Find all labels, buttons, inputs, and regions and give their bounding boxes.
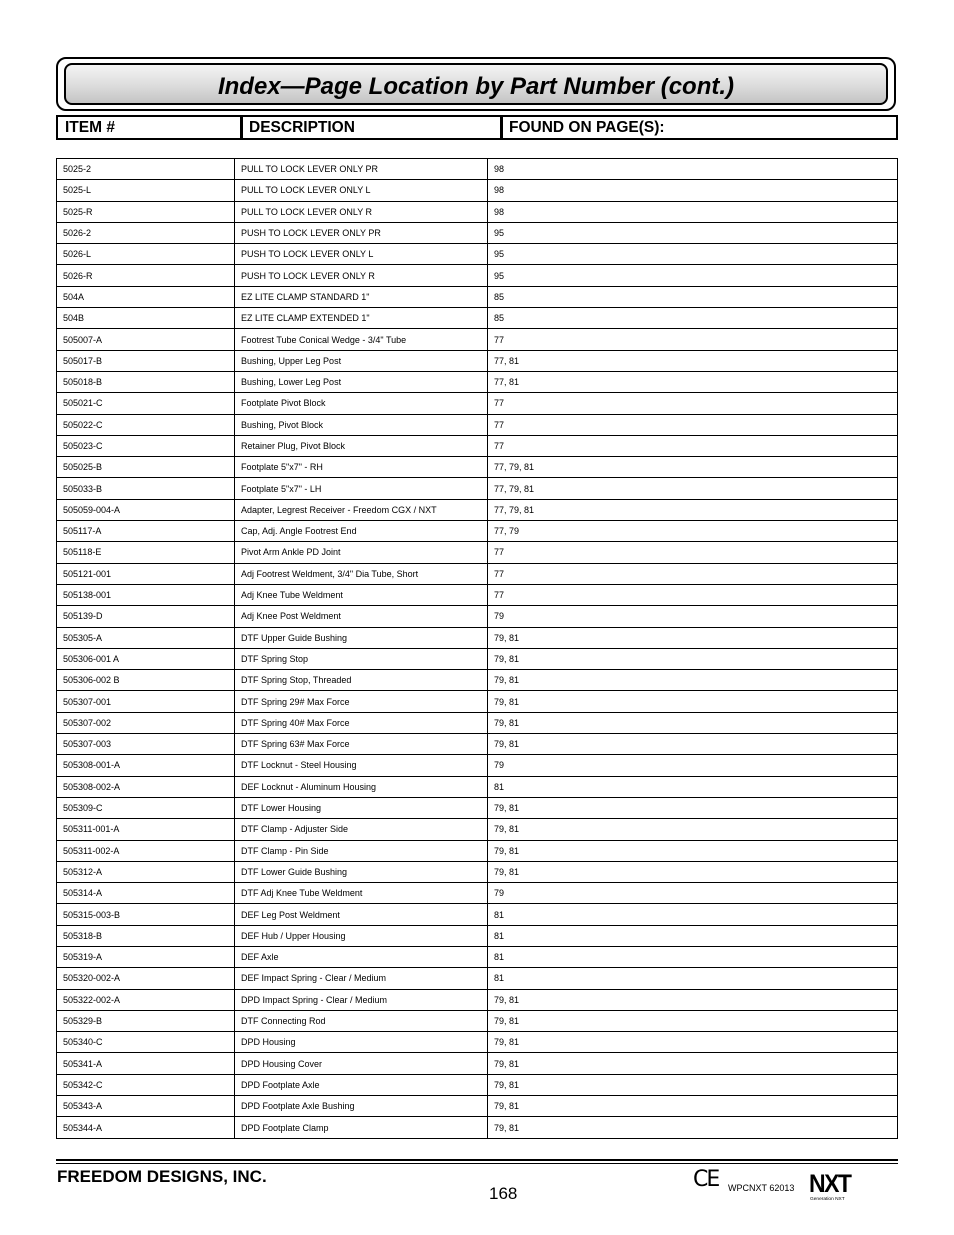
cell-description: DEF Hub / Upper Housing xyxy=(235,925,488,946)
table-row xyxy=(57,201,898,222)
cell-description: Adj Knee Tube Weldment xyxy=(235,584,488,605)
column-header-pages: FOUND ON PAGE(S): xyxy=(500,115,898,140)
cell-description: PULL TO LOCK LEVER ONLY R xyxy=(235,201,488,222)
cell-item: 505118-E xyxy=(57,542,235,563)
table-row xyxy=(57,159,898,180)
cell-description: DEF Axle xyxy=(235,946,488,967)
table-row xyxy=(57,286,898,307)
table-row xyxy=(57,755,898,776)
cell-description: DTF Lower Housing xyxy=(235,797,488,818)
cell-item: 505309-C xyxy=(57,797,235,818)
cell-description: DTF Spring 29# Max Force xyxy=(235,691,488,712)
table-row xyxy=(57,521,898,542)
cell-item: 505315-003-B xyxy=(57,904,235,925)
cell-pages: 77, 81 xyxy=(488,350,898,371)
cell-description: Footplate 5"x7" - RH xyxy=(235,457,488,478)
cell-pages: 98 xyxy=(488,180,898,201)
cell-description: Bushing, Upper Leg Post xyxy=(235,350,488,371)
cell-item: 505007-A xyxy=(57,329,235,350)
cell-item: 505305-A xyxy=(57,627,235,648)
table-row xyxy=(57,584,898,605)
cell-pages: 95 xyxy=(488,265,898,286)
cell-description: PUSH TO LOCK LEVER ONLY R xyxy=(235,265,488,286)
cell-description: DTF Connecting Rod xyxy=(235,1010,488,1031)
cell-item: 5026-R xyxy=(57,265,235,286)
page-title: Index—Page Location by Part Number (cont.) xyxy=(217,73,735,100)
cell-description: DEF Impact Spring - Clear / Medium xyxy=(235,968,488,989)
cell-item: 505308-001-A xyxy=(57,755,235,776)
cell-description: Adj Knee Post Weldment xyxy=(235,606,488,627)
table-row xyxy=(57,222,898,243)
cell-pages: 98 xyxy=(488,159,898,180)
cell-description: Footplate 5"x7" - LH xyxy=(235,478,488,499)
table-row xyxy=(57,329,898,350)
cell-pages: 79, 81 xyxy=(488,1074,898,1095)
cell-pages: 77 xyxy=(488,435,898,456)
table-row xyxy=(57,691,898,712)
cell-item: 505306-001 A xyxy=(57,648,235,669)
table-row xyxy=(57,946,898,967)
cell-item: 505121-001 xyxy=(57,563,235,584)
cell-item: 505318-B xyxy=(57,925,235,946)
cell-pages: 77, 79, 81 xyxy=(488,499,898,520)
cell-description: DEF Locknut - Aluminum Housing xyxy=(235,776,488,797)
cell-pages: 77 xyxy=(488,414,898,435)
cell-item: 505344-A xyxy=(57,1117,235,1138)
cell-description: DPD Footplate Axle Bushing xyxy=(235,1096,488,1117)
cell-item: 505307-003 xyxy=(57,734,235,755)
logo-text: NXT xyxy=(809,1170,851,1199)
column-header-description: DESCRIPTION xyxy=(240,115,503,140)
cell-description: Adapter, Legrest Receiver - Freedom CGX / NXT xyxy=(235,499,488,520)
table-row xyxy=(57,265,898,286)
table-row xyxy=(57,1117,898,1138)
cell-pages: 77, 79 xyxy=(488,521,898,542)
cell-pages: 81 xyxy=(488,925,898,946)
cell-item: 505341-A xyxy=(57,1053,235,1074)
cell-pages: 79, 81 xyxy=(488,734,898,755)
cell-description: Cap, Adj. Angle Footrest End xyxy=(235,521,488,542)
cell-description: DPD Footplate Clamp xyxy=(235,1117,488,1138)
cell-description: Adj Footrest Weldment, 3/4" Dia Tube, Short xyxy=(235,563,488,584)
cell-description: PUSH TO LOCK LEVER ONLY L xyxy=(235,244,488,265)
page-number: 168 xyxy=(489,1184,518,1203)
document-code: WPCNXT 62013 xyxy=(728,1183,795,1193)
table-row xyxy=(57,840,898,861)
cell-pages: 79, 81 xyxy=(488,627,898,648)
table-row xyxy=(57,180,898,201)
table-row xyxy=(57,244,898,265)
cell-item: 504A xyxy=(57,286,235,307)
cell-item: 5026-L xyxy=(57,244,235,265)
cell-description: EZ LITE CLAMP STANDARD 1" xyxy=(235,286,488,307)
cell-description: DTF Clamp - Pin Side xyxy=(235,840,488,861)
cell-pages: 77 xyxy=(488,329,898,350)
cell-description: DPD Footplate Axle xyxy=(235,1074,488,1095)
cell-description: DTF Clamp - Adjuster Side xyxy=(235,819,488,840)
cell-pages: 79, 81 xyxy=(488,819,898,840)
cell-item: 505023-C xyxy=(57,435,235,456)
cell-pages: 85 xyxy=(488,286,898,307)
table-row xyxy=(57,499,898,520)
cell-description: DPD Housing xyxy=(235,1032,488,1053)
cell-pages: 79, 81 xyxy=(488,1053,898,1074)
table-row xyxy=(57,563,898,584)
cell-pages: 79, 81 xyxy=(488,712,898,733)
cell-pages: 95 xyxy=(488,222,898,243)
cell-pages: 77, 79, 81 xyxy=(488,478,898,499)
cell-pages: 79 xyxy=(488,606,898,627)
cell-pages: 79, 81 xyxy=(488,861,898,882)
cell-item: 505308-002-A xyxy=(57,776,235,797)
cell-item: 5025-R xyxy=(57,201,235,222)
logo-subtext: Generation NXT xyxy=(810,1197,845,1202)
cell-description: Footplate Pivot Block xyxy=(235,393,488,414)
cell-pages: 79 xyxy=(488,755,898,776)
cell-description: EZ LITE CLAMP EXTENDED 1" xyxy=(235,308,488,329)
cell-pages: 85 xyxy=(488,308,898,329)
title-banner xyxy=(56,57,896,111)
cell-item: 505311-001-A xyxy=(57,819,235,840)
cell-pages: 79, 81 xyxy=(488,670,898,691)
cell-pages: 79 xyxy=(488,883,898,904)
cell-description: Bushing, Pivot Block xyxy=(235,414,488,435)
table-row xyxy=(57,542,898,563)
cell-item: 505307-001 xyxy=(57,691,235,712)
parts-index-body xyxy=(57,159,898,1139)
column-header-item: ITEM # xyxy=(56,115,243,140)
cell-pages: 79, 81 xyxy=(488,1117,898,1138)
cell-pages: 98 xyxy=(488,201,898,222)
cell-pages: 79, 81 xyxy=(488,840,898,861)
cell-description: DTF Spring 40# Max Force xyxy=(235,712,488,733)
cell-description: Footrest Tube Conical Wedge - 3/4" Tube xyxy=(235,329,488,350)
table-row xyxy=(57,819,898,840)
cell-pages: 95 xyxy=(488,244,898,265)
table-row xyxy=(57,393,898,414)
table-row xyxy=(57,457,898,478)
cell-pages: 77, 81 xyxy=(488,371,898,392)
table-row xyxy=(57,648,898,669)
table-row xyxy=(57,712,898,733)
table-row xyxy=(57,861,898,882)
cell-item: 505017-B xyxy=(57,350,235,371)
cell-pages: 79, 81 xyxy=(488,989,898,1010)
cell-item: 505139-D xyxy=(57,606,235,627)
cell-pages: 79, 81 xyxy=(488,1010,898,1031)
table-row xyxy=(57,925,898,946)
cell-pages: 79, 81 xyxy=(488,1096,898,1117)
cell-item: 505311-002-A xyxy=(57,840,235,861)
table-row xyxy=(57,478,898,499)
cell-item: 505342-C xyxy=(57,1074,235,1095)
table-row xyxy=(57,371,898,392)
table-row xyxy=(57,670,898,691)
table-row xyxy=(57,1096,898,1117)
cell-pages: 81 xyxy=(488,946,898,967)
title-banner-inner xyxy=(64,63,888,105)
cell-item: 5025-L xyxy=(57,180,235,201)
cell-item: 505319-A xyxy=(57,946,235,967)
cell-pages: 79, 81 xyxy=(488,691,898,712)
cell-item: 505059-004-A xyxy=(57,499,235,520)
ce-mark-icon: CE xyxy=(693,1167,719,1192)
cell-pages: 81 xyxy=(488,968,898,989)
cell-description: DPD Impact Spring - Clear / Medium xyxy=(235,989,488,1010)
cell-description: Bushing, Lower Leg Post xyxy=(235,371,488,392)
cell-item: 505117-A xyxy=(57,521,235,542)
footer-rule xyxy=(56,1159,898,1161)
cell-item: 505138-001 xyxy=(57,584,235,605)
table-row xyxy=(57,627,898,648)
cell-description: DTF Locknut - Steel Housing xyxy=(235,755,488,776)
table-row xyxy=(57,414,898,435)
cell-item: 505033-B xyxy=(57,478,235,499)
cell-item: 505018-B xyxy=(57,371,235,392)
cell-item: 505329-B xyxy=(57,1010,235,1031)
footer-rule-thin xyxy=(56,1163,898,1164)
cell-pages: 77 xyxy=(488,563,898,584)
cell-item: 505340-C xyxy=(57,1032,235,1053)
cell-item: 505314-A xyxy=(57,883,235,904)
cell-item: 505307-002 xyxy=(57,712,235,733)
table-row xyxy=(57,308,898,329)
table-row xyxy=(57,776,898,797)
nxt-logo xyxy=(808,1168,858,1202)
cell-description: Pivot Arm Ankle PD Joint xyxy=(235,542,488,563)
cell-item: 505306-002 B xyxy=(57,670,235,691)
table-row xyxy=(57,435,898,456)
cell-pages: 81 xyxy=(488,904,898,925)
cell-description: DTF Spring Stop xyxy=(235,648,488,669)
cell-item: 505322-002-A xyxy=(57,989,235,1010)
cell-pages: 79, 81 xyxy=(488,797,898,818)
cell-item: 505320-002-A xyxy=(57,968,235,989)
cell-description: DEF Leg Post Weldment xyxy=(235,904,488,925)
table-row xyxy=(57,1010,898,1031)
cell-description: DTF Lower Guide Bushing xyxy=(235,861,488,882)
cell-item: 505312-A xyxy=(57,861,235,882)
cell-description: PULL TO LOCK LEVER ONLY L xyxy=(235,180,488,201)
table-row xyxy=(57,1074,898,1095)
cell-description: Retainer Plug, Pivot Block xyxy=(235,435,488,456)
cell-pages: 77, 79, 81 xyxy=(488,457,898,478)
cell-description: DTF Spring 63# Max Force xyxy=(235,734,488,755)
cell-pages: 77 xyxy=(488,584,898,605)
table-row xyxy=(57,606,898,627)
cell-description: DTF Adj Knee Tube Weldment xyxy=(235,883,488,904)
company-name: FREEDOM DESIGNS, INC. xyxy=(57,1167,267,1186)
cell-pages: 79, 81 xyxy=(488,648,898,669)
cell-item: 5026-2 xyxy=(57,222,235,243)
table-row xyxy=(57,797,898,818)
table-row xyxy=(57,968,898,989)
cell-description: DPD Housing Cover xyxy=(235,1053,488,1074)
cell-item: 505343-A xyxy=(57,1096,235,1117)
table-row xyxy=(57,989,898,1010)
cell-description: PULL TO LOCK LEVER ONLY PR xyxy=(235,159,488,180)
table-row xyxy=(57,734,898,755)
cell-description: PUSH TO LOCK LEVER ONLY PR xyxy=(235,222,488,243)
cell-item: 505022-C xyxy=(57,414,235,435)
cell-item: 504B xyxy=(57,308,235,329)
cell-pages: 77 xyxy=(488,542,898,563)
table-row xyxy=(57,1032,898,1053)
cell-description: DTF Spring Stop, Threaded xyxy=(235,670,488,691)
cell-item: 5025-2 xyxy=(57,159,235,180)
table-row xyxy=(57,350,898,371)
cell-item: 505025-B xyxy=(57,457,235,478)
cell-pages: 77 xyxy=(488,393,898,414)
parts-index-table xyxy=(56,158,898,1139)
cell-description: DTF Upper Guide Bushing xyxy=(235,627,488,648)
cell-pages: 79, 81 xyxy=(488,1032,898,1053)
table-row xyxy=(57,883,898,904)
cell-item: 505021-C xyxy=(57,393,235,414)
cell-pages: 81 xyxy=(488,776,898,797)
table-row xyxy=(57,1053,898,1074)
table-row xyxy=(57,904,898,925)
